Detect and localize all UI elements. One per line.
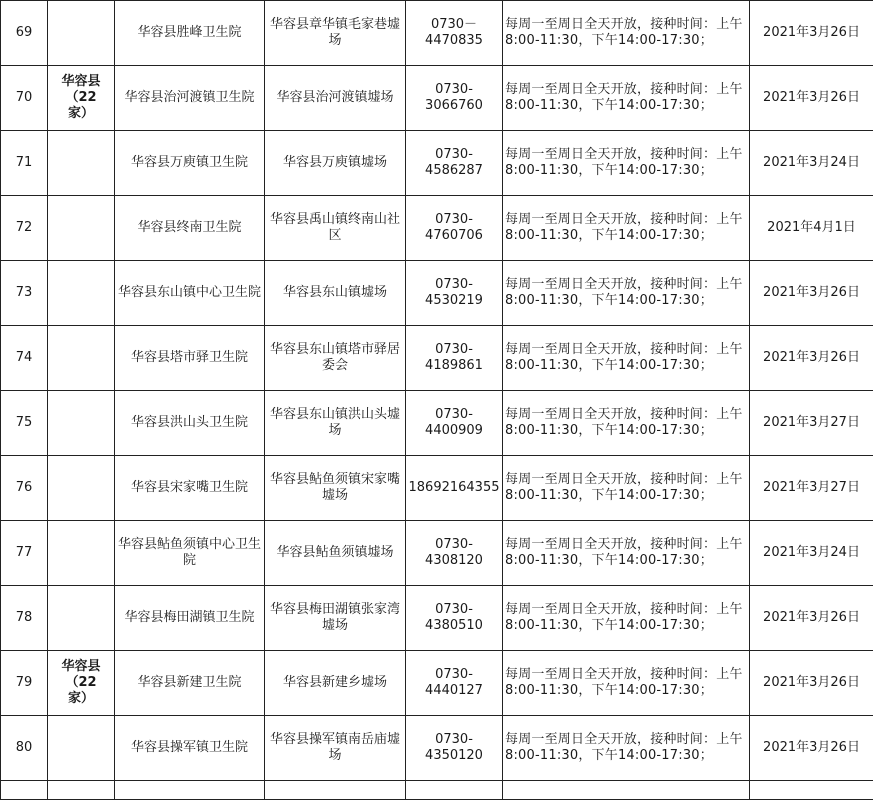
vaccination-site: 华容县新建乡墟场 [265,651,406,716]
county-cell [48,716,115,781]
start-date: 2021年3月26日 [750,586,873,651]
county-count: （22 [65,90,96,105]
table-row [1,716,873,781]
phone-number: 0730-4380510 [406,586,503,651]
vaccination-site: 华容县操军镇南岳庙墟场 [265,716,406,781]
phone-number: 0730-4189861 [406,326,503,391]
row-number: 73 [1,261,48,326]
opening-hours: 每周一至周日全天开放，接种时间：上午8:00-11:30，下午14:00-17:30； [503,131,750,196]
opening-hours: 每周一至周日全天开放，接种时间：上午8:00-11:30，下午14:00-17:30； [503,261,750,326]
empty-cell [1,781,48,800]
table-row [1,196,873,261]
start-date: 2021年3月24日 [750,521,873,586]
opening-hours: 每周一至周日全天开放，接种时间：上午8:00-11:30，下午14:00-17:30； [503,716,750,781]
vaccination-site: 华容县东山镇墟场 [265,261,406,326]
county-suffix: 家） [68,691,94,706]
hospital-name: 华容县万庾镇卫生院 [115,131,265,196]
opening-hours: 每周一至周日全天开放，接种时间：上午8:00-11:30，下午14:00-17:30； [503,326,750,391]
opening-hours: 每周一至周日全天开放，接种时间：上午8:00-11:30，下午14:00-17:30； [503,586,750,651]
opening-hours: 每周一至周日全天开放，接种时间：上午8:00-11:30，下午14:00-17:30； [503,391,750,456]
empty-cell [750,781,873,800]
start-date: 2021年3月26日 [750,1,873,66]
row-number: 78 [1,586,48,651]
vaccination-site: 华容县东山镇洪山头墟场 [265,391,406,456]
table-row [1,586,873,651]
hospital-name: 华容县新建卫生院 [115,651,265,716]
hospital-name: 华容县梅田湖镇卫生院 [115,586,265,651]
start-date: 2021年3月26日 [750,716,873,781]
phone-number: 0730-4760706 [406,196,503,261]
phone-number: 0730-4440127 [406,651,503,716]
hospital-name: 华容县操军镇卫生院 [115,716,265,781]
county-cell [48,521,115,586]
table-row [1,391,873,456]
vaccination-site: 华容县禹山镇终南山社区 [265,196,406,261]
county-name: 华容县 [61,659,100,674]
table-row [1,1,873,66]
table-row [1,456,873,521]
county-count: （22 [65,675,96,690]
county-cell [48,261,115,326]
start-date: 2021年4月1日 [750,196,873,261]
phone-number: 0730-3066760 [406,66,503,131]
opening-hours: 每周一至周日全天开放，接种时间：上午8:00-11:30，下午14:00-17:30； [503,196,750,261]
opening-hours: 每周一至周日全天开放，接种时间：上午8:00-11:30，下午14:00-17:30； [503,456,750,521]
row-number: 79 [1,651,48,716]
row-number: 71 [1,131,48,196]
opening-hours: 每周一至周日全天开放，接种时间：上午8:00-11:30，下午14:00-17:30； [503,1,750,66]
table-row [1,651,873,716]
phone-number: 18692164355 [406,456,503,521]
row-number: 77 [1,521,48,586]
vaccination-site: 华容县梅田湖镇张家湾墟场 [265,586,406,651]
table-row-partial [1,781,873,800]
county-cell [48,1,115,66]
county-cell [48,326,115,391]
start-date: 2021年3月26日 [750,326,873,391]
vaccination-site: 华容县东山镇塔市驿居委会 [265,326,406,391]
hospital-name: 华容县终南卫生院 [115,196,265,261]
table-row [1,261,873,326]
vaccination-site: 华容县章华镇毛家巷墟场 [265,1,406,66]
row-number: 70 [1,66,48,131]
start-date: 2021年3月24日 [750,131,873,196]
opening-hours: 每周一至周日全天开放，接种时间：上午8:00-11:30，下午14:00-17:30； [503,651,750,716]
county-name: 华容县 [61,74,100,89]
county-cell [48,586,115,651]
county-label [48,66,115,131]
hospital-name: 华容县鲇鱼须镇中心卫生院 [115,521,265,586]
county-cell [48,456,115,521]
empty-cell [115,781,265,800]
table-row [1,66,873,131]
hospital-name: 华容县治河渡镇卫生院 [115,66,265,131]
county-cell [48,196,115,261]
phone-number: 0730-4400909 [406,391,503,456]
start-date: 2021年3月27日 [750,391,873,456]
county-label [48,651,115,716]
hospital-name: 华容县洪山头卫生院 [115,391,265,456]
empty-cell [503,781,750,800]
county-cell [48,131,115,196]
phone-number: 0730-4308120 [406,521,503,586]
row-number: 80 [1,716,48,781]
row-number: 72 [1,196,48,261]
county-suffix: 家） [68,106,94,121]
start-date: 2021年3月27日 [750,456,873,521]
vaccination-site: 华容县万庾镇墟场 [265,131,406,196]
start-date: 2021年3月26日 [750,66,873,131]
start-date: 2021年3月26日 [750,651,873,716]
row-number: 75 [1,391,48,456]
vaccination-site: 华容县治河渡镇墟场 [265,66,406,131]
hospital-name: 华容县东山镇中心卫生院 [115,261,265,326]
opening-hours: 每周一至周日全天开放，接种时间：上午8:00-11:30，下午14:00-17:30； [503,66,750,131]
county-cell [48,391,115,456]
table-row [1,326,873,391]
vaccination-site: 华容县鲇鱼须镇宋家嘴墟场 [265,456,406,521]
row-number: 69 [1,1,48,66]
empty-cell [265,781,406,800]
hospital-name: 华容县塔市驿卫生院 [115,326,265,391]
phone-number: 0730-4530219 [406,261,503,326]
start-date: 2021年3月26日 [750,261,873,326]
table-row [1,131,873,196]
row-number: 74 [1,326,48,391]
opening-hours: 每周一至周日全天开放，接种时间：上午8:00-11:30，下午14:00-17:30； [503,521,750,586]
row-number: 76 [1,456,48,521]
hospital-name: 华容县胜峰卫生院 [115,1,265,66]
phone-number: 0730－4470835 [406,1,503,66]
vaccination-site: 华容县鲇鱼须镇墟场 [265,521,406,586]
phone-number: 0730-4586287 [406,131,503,196]
table-row [1,521,873,586]
hospital-name: 华容县宋家嘴卫生院 [115,456,265,521]
phone-number: 0730-4350120 [406,716,503,781]
empty-cell [406,781,503,800]
county-cell [48,781,115,800]
